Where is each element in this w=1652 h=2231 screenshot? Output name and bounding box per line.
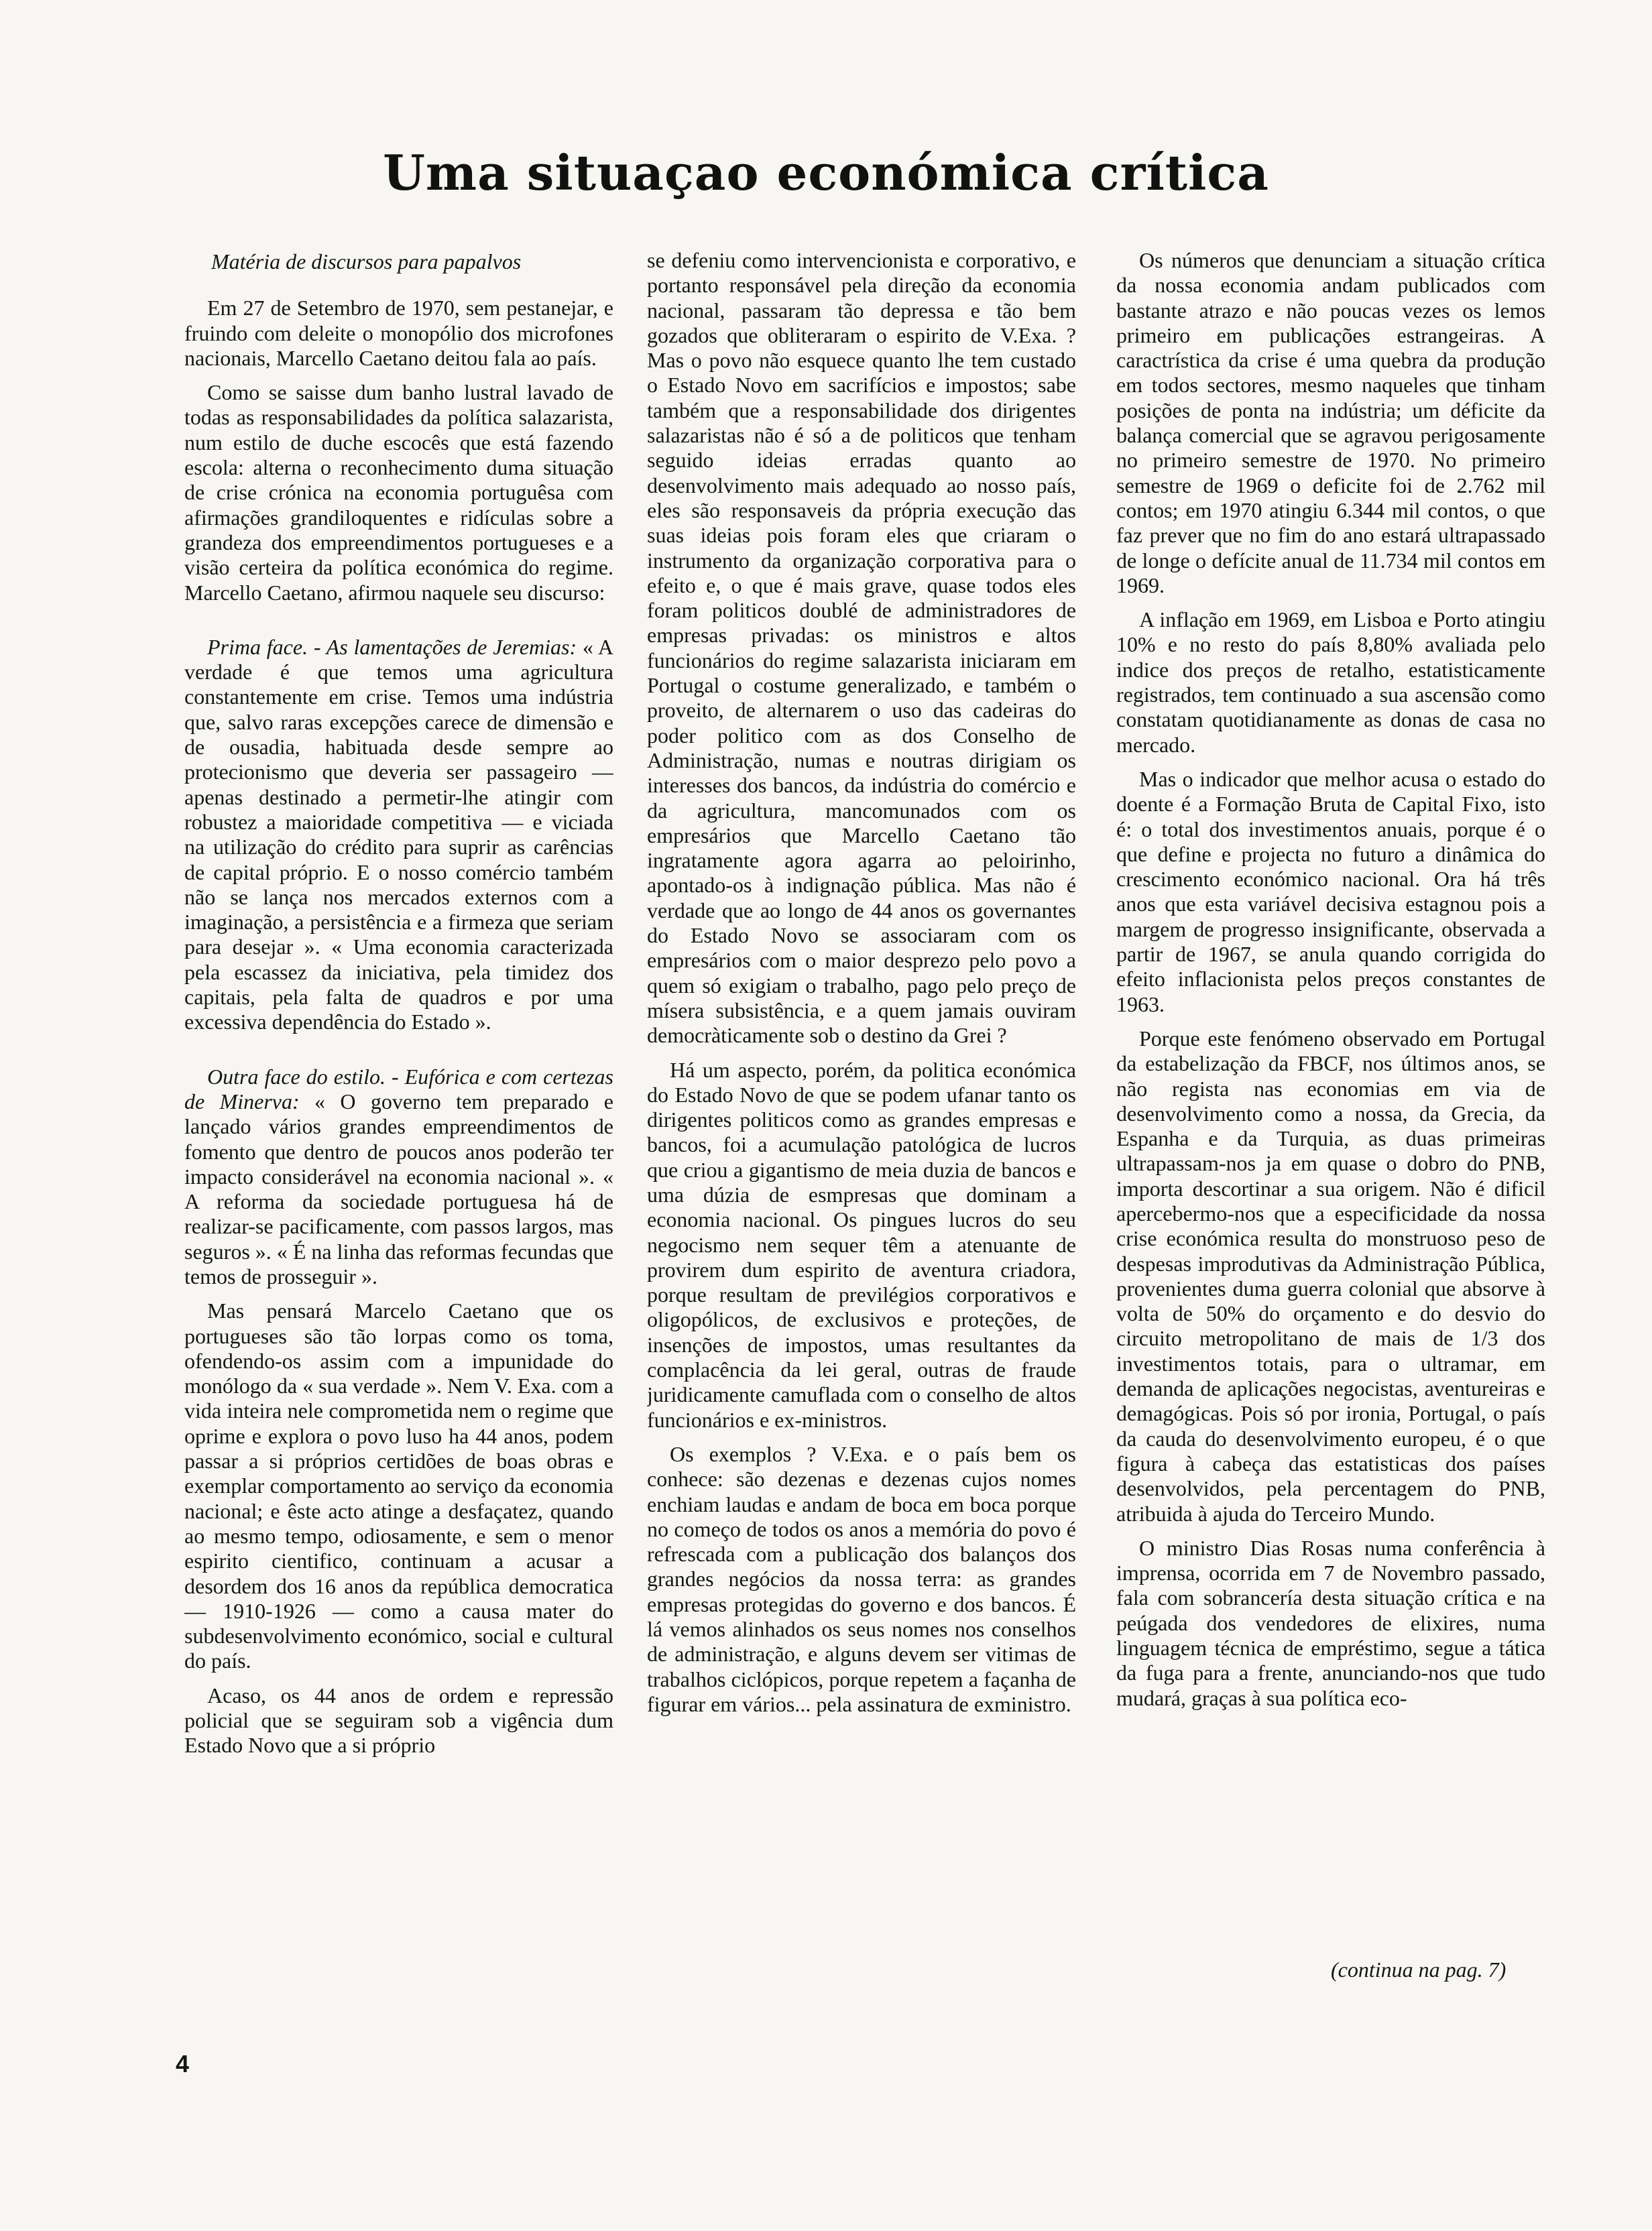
paragraph-body: « O governo tem preparado e lançado vários grandes empreendimentos de fomento que dentro de poucos anos poderão ter impacto considerável na economia nacional ». « A reforma da sociedade portuguesa há de realizar-se pacificamente, com passos largos, mas seguros ». « É na linha das reformas fecundas que temos de prosseguir ». (184, 1089, 613, 1288)
paragraph: Porque este fenómeno observado em Portugal da estabelização da FBCF, nos últimos anos, se não regista nas economias em via de desenvolvimento como a nossa, da Grecia, da Espanha e da Turquia, as duas primeiras ultrapassam-nos ja em quase o dobro do PNB, importa descortinar a sua origem. Não é dificil apercebermo-nos que a especificidade da nossa crise económica resulta do monstruoso peso de despesas improdutivas da Administração Pública, provenientes duma guerra colonial que absorve à volta de 50% do orçamento e do desvio do circuito metropolitano de mais de 1/3 dos investimentos totais, para o ultramar, em demanda de aplicações negocistas, aventureiras e demagógicas. Pois só por ironia, Portugal, o país da cauda do desenvolvimento europeu, é o que figura à cabeça das estatisticas dos países desenvolvidos, pela percentagem do PNB, atribuida à ajuda do Terceiro Mundo. (1116, 1026, 1545, 1526)
paragraph: Há um aspecto, porém, da politica económica do Estado Novo de que se podem ufanar tanto os dirigentes politicos como as grandes empresas e bancos, foi a acumulação patológica de lucros que criou a gigantismo de meia duzia de bancos e uma dúzia de esmpresas que dominam a economia nacional. Os pingues lucros do seu negocismo nem sequer têm a atenuante de provirem dum espirito de aventura criadora, porque resultam de previlégios corporativos e oligopólicos, de exclusivos e proteções, de insenções de impostos, umas resultantes da complacência da lei geral, outras de fraude juridicamente camuflada com o conselho de altos funcionários e ex-ministros. (647, 1057, 1076, 1432)
paragraph: O ministro Dias Rosas numa conferência à imprensa, ocorrida em 7 de Novembro passado, fala com sobrancería desta situação crítica e na peúgada dos vendedores de elixires, numa linguagem técnica de empréstimo, segue a tática da fuga para a frente, anunciando-nos que tudo mudará, graças à sua política eco- (1116, 1535, 1545, 1710)
paragraph-lead: Outra face do estilo. - Eufórica e com certezas de Minerva: (184, 1064, 613, 1113)
paragraph: Como se saisse dum banho lustral lavado de todas as responsabilidades da política salazarista, num estilo de duche escocês que está fazendo escola: alterna o reconhecimento duma situação de crise crónica na economia portuguêsa com afirmações grandiloquentes e ridículas sobre a grandeza dos empreendimentos portugueses e a visão certeira da política económica do regime. Marcello Caetano, afirmou naquele seu discurso: (184, 380, 613, 605)
column-2 (647, 248, 1076, 2025)
paragraph: A inflação em 1969, em Lisboa e Porto atingiu 10% e no resto do país 8,80% avaliada pelo indice dos preços de retalho, estatisticamente registrados, tem continuado a sua ascensão como constatam quotidianamente as donas de casa no mercado. (1116, 607, 1545, 757)
paragraph (184, 635, 613, 1035)
paragraph: Os números que denunciam a situação crítica da nossa economia andam publicados com bastante atrazo e não poucas vezes os lemos primeiro em publicações estrangeiras. A caractrística da crise é uma quebra da produção em todos sectores, mesmo naqueles que tinham posições de ponta na indústria; um déficite da balança comercial que se agravou perigosamente no primeiro semestre de 1970. No primeiro semestre de 1969 o deficite foi de 2.762 mil contos; em 1970 atingiu 6.344 mil contos, o que faz prever que no fim do ano estará ultrapassado de longe o defícite anual de 11.734 mil contos em 1969. (1116, 248, 1545, 597)
paragraph: Em 27 de Setembro de 1970, sem pestanejar, e fruindo com deleite o monopólio dos microfones nacionais, Marcello Caetano deitou fala ao país. (184, 296, 613, 370)
section-subhead: Matéria de discursos para papalvos (211, 249, 522, 274)
paragraph: Mas pensará Marcelo Caetano que os portugueses são tão lorpas como os toma, ofendendo-os assim com a impunidade do monólogo da « sua verdade ». Nem V. Exa. com a vida inteira nele comprometida nem o regime que oprime e explora o povo luso ha 44 anos, podem passar a si próprios certidões de boas obras e exemplar comportamento ao serviço da economia nacional; e êste acto atinge a desfaçatez, quando ao mesmo tempo, odiosamente, e sem o menor espirito cientifico, continuam a acusar a desordem dos 16 anos da república democratica — 1910-1926 — como a causa mater do subdesenvolvimento económico, social e cultural do país. (184, 1299, 613, 1673)
column-1 (184, 249, 613, 2026)
paragraph-lead: Prima face. - As lamentações de Jeremias: (207, 634, 577, 659)
paragraph: se defeniu como intervencionista e corporativo, e portanto responsável pela direção da economia nacional, passaram tão depressa e tão bem gozados que obliteraram o espirito de V.Exa. ? Mas o povo não esquece quanto lhe tem custado o Estado Novo em sacrifícios e impostos; sabe também que a responsabilidade dos dirigentes salazaristas não é só a de politicos que tenham seguido ideias erradas quanto ao desenvolvimento mais adequado ao nosso país, eles são responsaveis da própria execução das suas ideias pois foram eles que criaram o instrumento da organização corporativa para o efeito e, o que é mais grave, quase todos eles foram politicos doublé de administradores de empresas privadas: os ministros e altos funcionários do regime salazarista iniciaram em Portugal o costume generalizado, e também o proveito, de alternarem o uso das cadeiras do poder politico com as dos Conselho de Administração, numas e noutras dirigiam os interesses dos bancos, da indústria do comércio e da agricultura, mancomunados com os empresários que Marcello Caetano tão ingratamente agora agarra ao peloirinho, apontado-os à indignação pública. Mas não é verdade que ao longo de 44 anos os governantes do Estado Novo se associaram com os empresários com o maior desprezo pelo povo a quem só exigiam o trabalho, pago pelo preço de mísera subsistência, e a quem jamais ouviram democràticamente sob o destino da Grei ? (647, 248, 1076, 1048)
paragraph: Os exemplos ? V.Exa. e o país bem os conhece: são dezenas e dezenas cujos nomes enchiam laudas e andam de boca em boca porque no começo de todos os anos a memória do povo é refrescada com a publicação dos balanços dos grandes negócios da nossa terra: as grandes empresas protegidas do governo e dos bancos. É lá vemos alinhados os seus nomes nos conselhos de administração, e alguns devem ser vitimas de trabalhos ciclópicos, porque repetem a façanha de figurar em vários... pela assinatura de exministro. (647, 1441, 1076, 1716)
page-number: 4 (176, 2050, 190, 2077)
continuation-note: (continua na pag. 7) (1331, 1957, 1507, 1982)
paragraph-body: « A verdade é que temos uma agricultura constantemente em crise. Temos uma indústria que, salvo raras excepções carece de dimensão e de ousadia, habituada desde sempre ao protecionismo que deveria ser passageiro — apenas destinado a permetir-lhe atingir com robustez a maioridade competitiva — e viciada na utilização do crédito para suprir as carências de capital próprio. E o nosso comércio também não se lança nos mercados externos com a imaginação, a persistência e a firmeza que seriam para desejar ». « Uma economia caracterizada pela escassez da iniciativa, pela timidez dos capitais, pela falta de quadros e por uma excessiva dependência do Estado ». (184, 634, 613, 1034)
paragraph: Acaso, os 44 anos de ordem e repressão policial que se seguiram sob a vigência dum Estado Novo que a si próprio (184, 1683, 613, 1758)
paragraph (184, 1065, 613, 1290)
paragraph: Mas o indicador que melhor acusa o estado do doente é a Formação Bruta de Capital Fixo, isto é: o total dos investimentos anuais, porque é o que define e projecta no futuro a dinâmica do crescimento económico nacional. Ora há três anos que esta variável decisiva estagnou pois a margem de progresso insignificante, observada a partir de 1967, se anula quando corrigida do efeito inflacionista pelos preços constantes de 1963. (1116, 766, 1545, 1016)
article-title: Uma situaçao económica crítica (383, 144, 1269, 201)
column-3 (1116, 248, 1545, 2025)
